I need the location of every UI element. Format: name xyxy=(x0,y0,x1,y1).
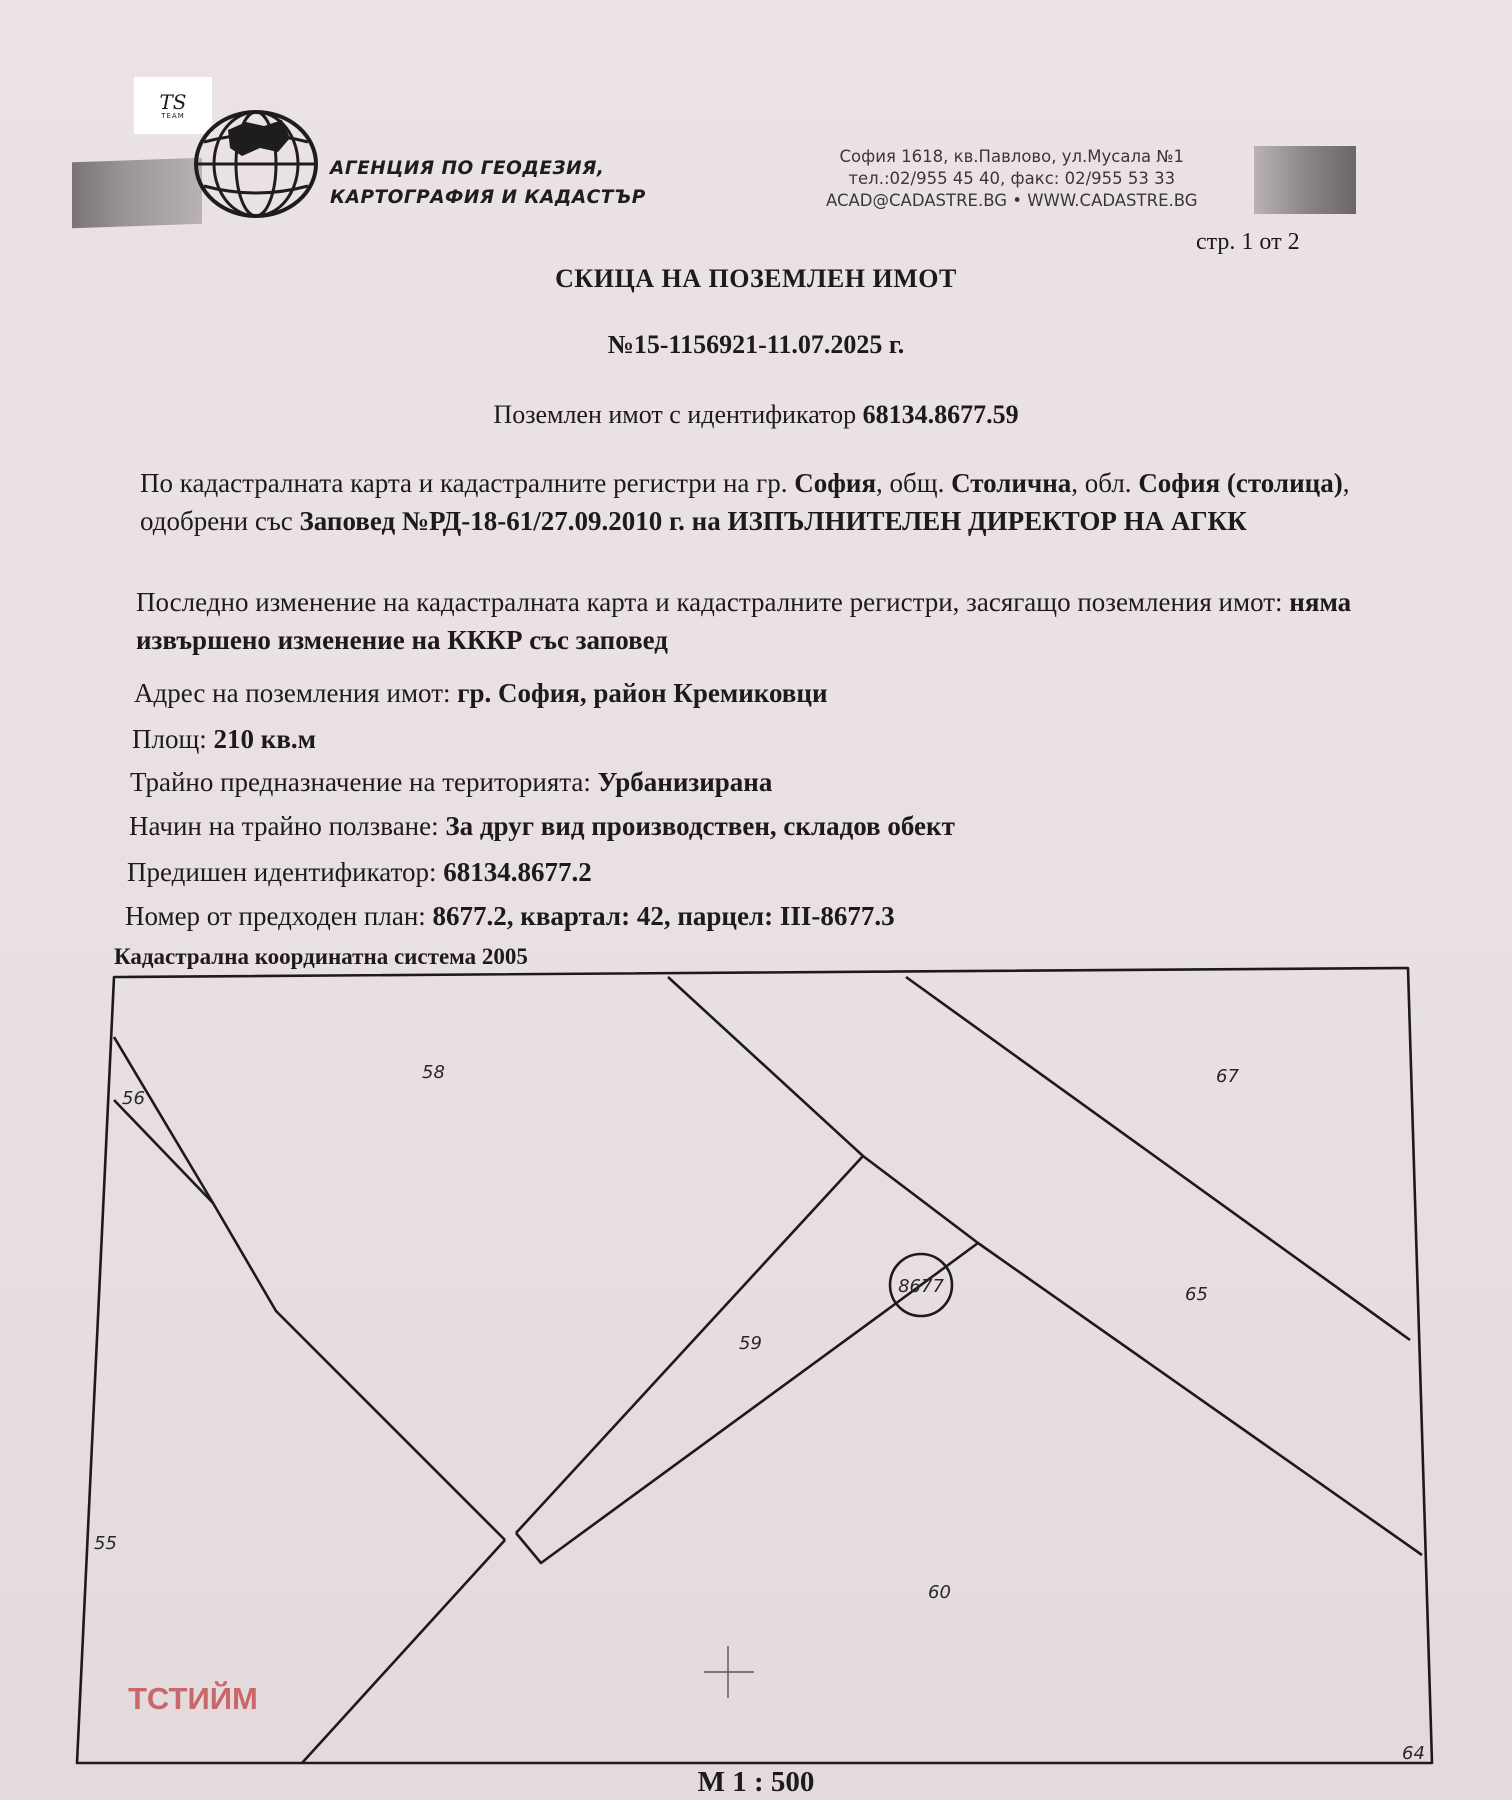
boundary-58-59 xyxy=(516,1156,863,1533)
document-title: СКИЦА НА ПОЗЕМЛЕН ИМОТ xyxy=(555,264,957,293)
property-area-value: 210 кв.м xyxy=(213,724,317,754)
boundary-56-55 xyxy=(114,1100,213,1203)
boundary-55-60 xyxy=(302,1540,505,1763)
p1-city: София xyxy=(794,468,877,498)
logo-subtitle: TEAM xyxy=(161,111,185,120)
identifier-label: Поземлен имот с идентификатор xyxy=(493,400,857,429)
plot-label-56: 56 xyxy=(122,1088,145,1109)
boundary-56-58 xyxy=(114,1037,505,1540)
p1-text-c: , обл. xyxy=(1071,468,1132,498)
property-address-value: гр. София, район Кремиковци xyxy=(457,678,828,708)
map-frame xyxy=(77,968,1432,1763)
territory-purpose-value: Урбанизирана xyxy=(597,767,773,797)
usage-mode-label: Начин на трайно ползване: xyxy=(129,811,439,841)
p1-text-d: , одобрени със xyxy=(140,468,1350,536)
p1-text-b: , общ. xyxy=(876,468,945,498)
p1-text-a: По кадастралната карта и кадастралните регистри на гр. xyxy=(140,468,788,498)
plot-label-60: 60 xyxy=(928,1582,951,1603)
previous-identifier-value: 68134.8677.2 xyxy=(443,857,592,887)
document-number: №15-1156921-11.07.2025 г. xyxy=(607,330,905,359)
agency-address: София 1618, кв.Павлово, ул.Мусала №1 xyxy=(839,147,1185,166)
agency-name-line1: АГЕНЦИЯ ПО ГЕОДЕЗИЯ, xyxy=(330,158,605,179)
previous-identifier-label: Предишен идентификатор: xyxy=(127,857,437,887)
plot-label-58: 58 xyxy=(422,1062,445,1083)
agency-name-line2: КАРТОГРАФИЯ И КАДАСТЪР xyxy=(330,187,646,208)
logo-monogram: TS xyxy=(159,89,187,114)
plot-label-55: 55 xyxy=(94,1533,117,1554)
page-number: стр. 1 от 2 xyxy=(1196,229,1300,255)
watermark-text: ТСТИЙМ xyxy=(128,1681,258,1716)
last-change-value: няма извършено изменение на КККР със заповед xyxy=(136,587,1352,655)
plot-label-59: 59 xyxy=(739,1333,762,1354)
coordinate-system-caption: Кадастрална координатна система 2005 xyxy=(114,944,528,969)
agency-phone: тел.:02/955 45 40, факс: 02/955 53 33 xyxy=(848,169,1176,188)
boundary-67-65 xyxy=(906,977,1410,1340)
p1-municipality: Столична xyxy=(951,468,1072,498)
block-number-label: 8677 xyxy=(898,1276,944,1297)
p1-order: Заповед №РД-18-61/27.09.2010 г. на ИЗПЪЛНИТЕЛЕН ДИРЕКТОР НА АГКК xyxy=(299,506,1247,536)
identifier-value: 68134.8677.59 xyxy=(862,400,1019,429)
map-scale: М 1 : 500 xyxy=(697,1766,815,1798)
last-change-label: Последно изменение на кадастралната карта и кадастралните регистри, засягащо поземления имот: xyxy=(136,587,1283,617)
territory-purpose-label: Трайно предназначение на територията: xyxy=(130,767,591,797)
plot-label-64: 64 xyxy=(1402,1743,1425,1764)
property-address-label: Адрес на поземления имот: xyxy=(134,678,451,708)
previous-plan-label: Номер от предходен план: xyxy=(125,901,426,931)
plot-label-67: 67 xyxy=(1216,1066,1239,1087)
usage-mode-value: За друг вид производствен, складов обект xyxy=(445,811,955,841)
previous-plan-value: 8677.2, квартал: 42, парцел: III-8677.3 xyxy=(432,901,895,931)
property-area-label: Площ: xyxy=(132,724,207,754)
plot-label-65: 65 xyxy=(1185,1284,1208,1305)
agency-web: ACAD@CADASTRE.BG • WWW.CADASTRE.BG xyxy=(826,191,1198,210)
p1-region: София (столица) xyxy=(1138,468,1343,498)
